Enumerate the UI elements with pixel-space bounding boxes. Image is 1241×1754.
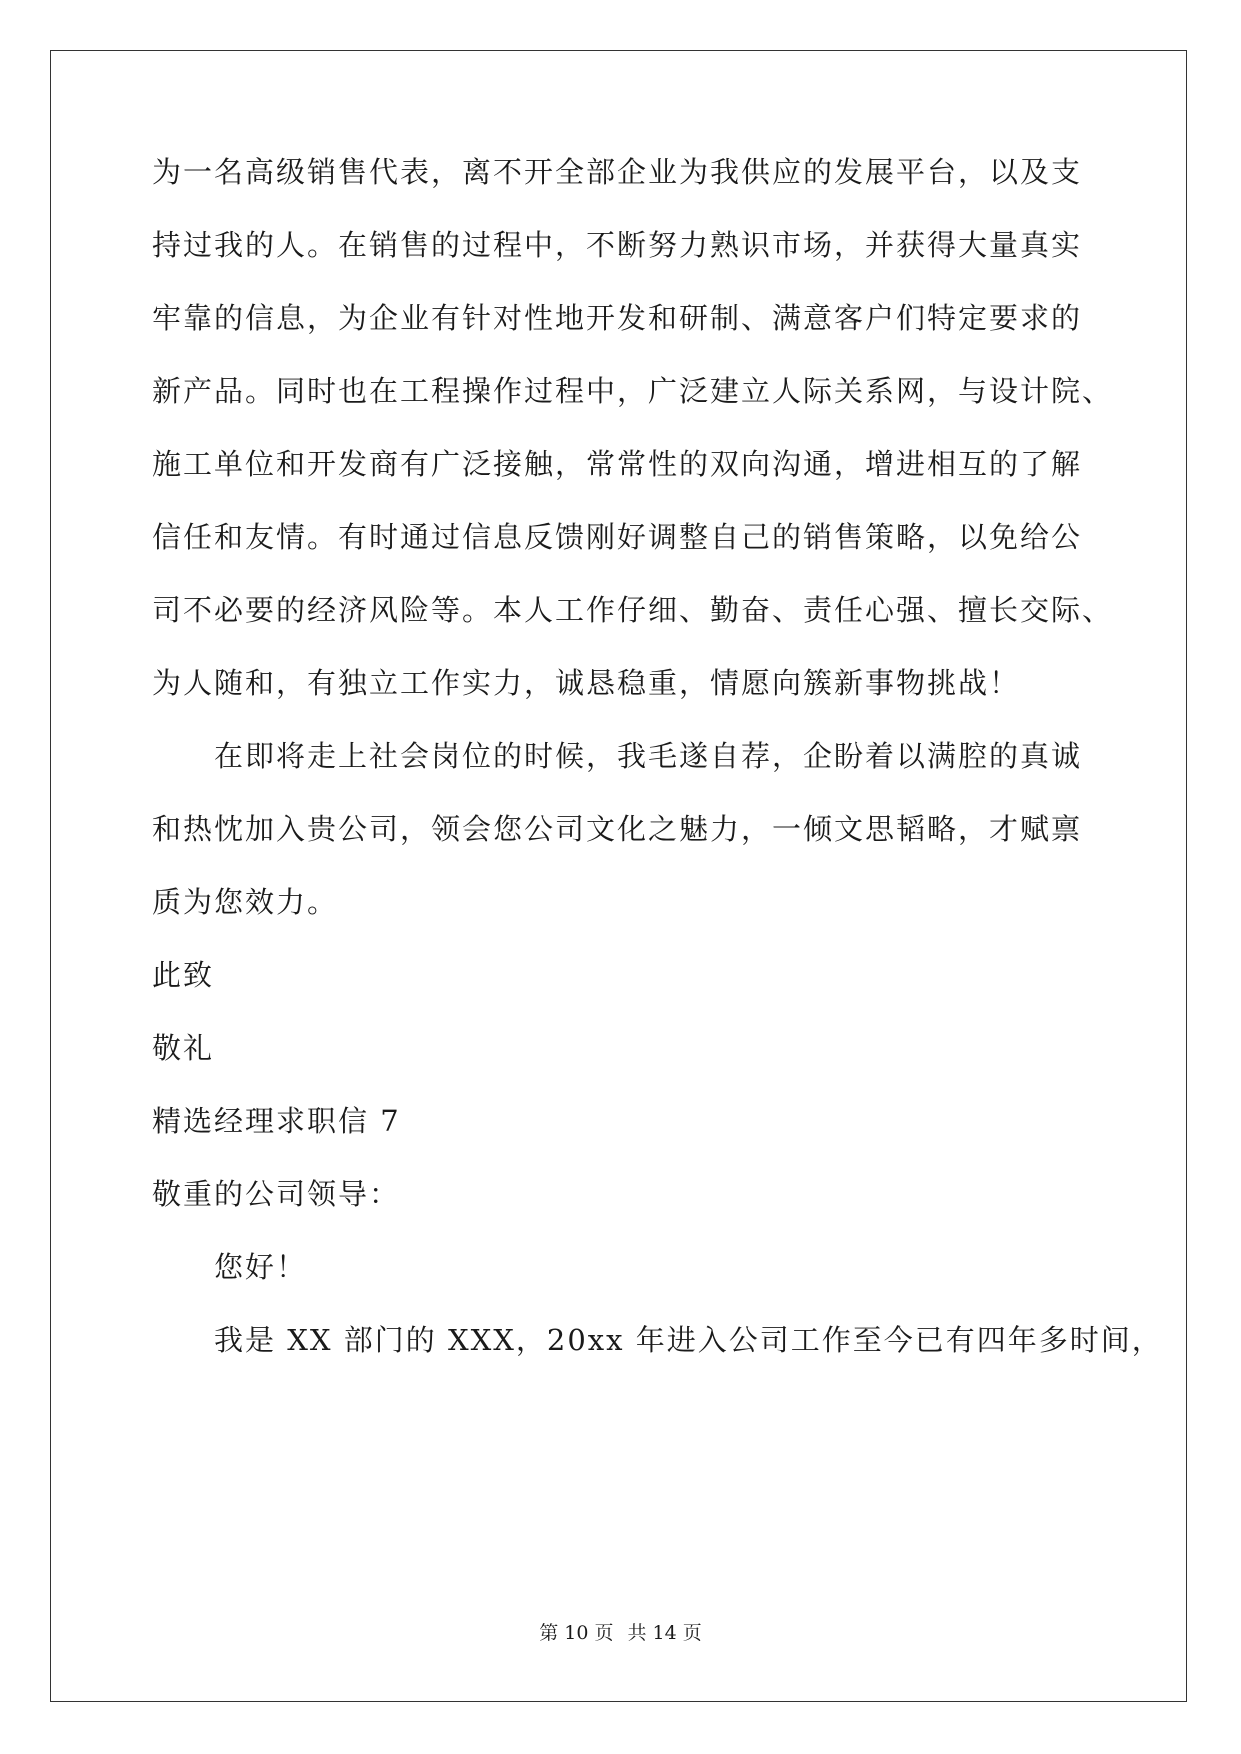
closing-regards: 敬礼 [152,1031,215,1065]
body-line-5: 施工单位和开发商有广泛接触，常常性的双向沟通，增进相互的了解 [152,447,1083,481]
body-line-1: 为一名高级销售代表，离不开全部企业为我供应的发展平台，以及支 [152,155,1083,189]
page-footer [0,1618,1241,1645]
body-line-6: 信任和友情。有时通过信息反馈刚好调整自己的销售策略，以免给公 [152,520,1083,554]
page-border [50,50,1187,1702]
page-total: 共 14 页 [627,1622,702,1644]
body-line-3: 牢靠的信息，为企业有针对性地开发和研制、满意客户们特定要求的 [152,301,1083,335]
body-line-4: 新产品。同时也在工程操作过程中，广泛建立人际关系网，与设计院、 [152,374,1114,408]
page-number: 第 10 页 [539,1622,614,1644]
letter-hello: 您好！ [214,1250,308,1284]
section-title: 精选经理求职信 7 [152,1104,401,1138]
body-line-17: 我是 XX 部门的 XXX，20xx 年进入公司工作至今已有四年多时间， [214,1323,1163,1357]
body-line-11: 质为您效力。 [152,885,339,919]
body-line-8: 为人随和，有独立工作实力，诚恳稳重，情愿向簇新事物挑战！ [152,666,1021,700]
body-line-10: 和热忱加入贵公司，领会您公司文化之魅力，一倾文思韬略，才赋禀 [152,812,1083,846]
body-line-9: 在即将走上社会岗位的时候，我毛遂自荐，企盼着以满腔的真诚 [214,739,1083,773]
closing-salutation: 此致 [152,958,215,992]
body-line-2: 持过我的人。在销售的过程中，不断努力熟识市场，并获得大量真实 [152,228,1083,262]
body-line-7: 司不必要的经济风险等。本人工作仔细、勤奋、责任心强、擅长交际、 [152,593,1114,627]
letter-greeting: 敬重的公司领导： [152,1177,401,1211]
